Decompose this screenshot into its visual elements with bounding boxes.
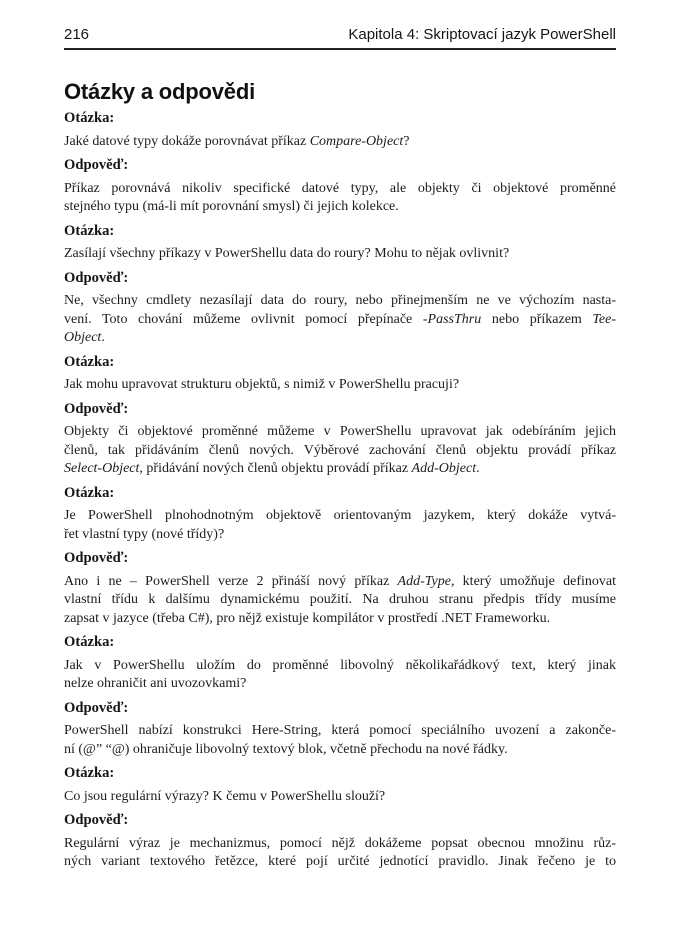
- command-name: Add-Type: [397, 573, 451, 589]
- text-run: Co jsou regulární výrazy? K čemu v PowerShellu slouží?: [64, 788, 386, 804]
- text-run: Jaké datové typy dokáže porovnávat příkaz: [64, 133, 310, 149]
- text-line: [64, 835, 616, 854]
- text-line: [64, 376, 616, 395]
- qa-section: [64, 633, 616, 759]
- qa-section: [64, 353, 616, 479]
- question-text: [64, 133, 616, 152]
- qa-section: [64, 764, 616, 872]
- answer-label: Odpověď:: [64, 812, 129, 828]
- text-line: [64, 133, 616, 152]
- answer-text: [64, 423, 616, 479]
- text-run: členů, tak přidáváním členů nových. Výběrové zachování členů objektu provádí příkaz: [64, 442, 616, 458]
- text-run: Ne, všechny cmdlety nezasílají data do roury, nebo přinejmenším ne ve výchozím nasta-: [64, 293, 616, 308]
- answer-label: Odpověď:: [64, 400, 129, 417]
- question-text: [64, 788, 616, 807]
- text-run: .: [101, 330, 105, 345]
- text-line: [64, 591, 616, 610]
- running-header: [64, 26, 616, 43]
- question-text: [64, 376, 616, 395]
- answer-text: [64, 835, 616, 872]
- text-run: zapsat v jazyce (třeba C#), pro nějž existuje kompilátor v prostředí .NET Frameworku.: [64, 610, 551, 626]
- answer-label: Odpověď:: [64, 699, 129, 716]
- qa-section: [64, 109, 616, 217]
- question-label: Otázka:: [64, 110, 115, 126]
- text-run: Objekty či objektové proměnné můžeme v PowerShellu upravovat jak odebíráním jejich: [64, 424, 616, 439]
- text-run: nebo příkazem: [481, 311, 593, 327]
- text-run: ?: [403, 133, 410, 149]
- command-name: -PassThru: [422, 311, 482, 327]
- text-line: [64, 573, 616, 592]
- text-line: [64, 741, 616, 760]
- text-line: [64, 853, 616, 872]
- text-line: [64, 526, 616, 545]
- qa-list: [64, 109, 616, 872]
- command-name: Tee-: [592, 311, 617, 327]
- question-label: Otázka:: [64, 765, 115, 781]
- command-name: Object: [64, 330, 102, 345]
- text-line: [64, 198, 616, 217]
- answer-text: [64, 573, 616, 629]
- text-line: [64, 292, 616, 311]
- text-line: [64, 442, 616, 461]
- text-run: Zasílají všechny příkazy v PowerShellu data do roury? Mohu to nějak ovlivnit?: [64, 246, 510, 261]
- text-run: nelze ohraničit ani uvozovkami?: [64, 676, 247, 691]
- text-run: Je PowerShell plnohodnotným objektově orientovaným jazykem, který dokáže vytvá-: [64, 508, 616, 523]
- text-line: [64, 180, 616, 199]
- text-run: ní (@” “@) ohraničuje libovolný textový blok, včetně přechodu na nové řádky.: [64, 741, 508, 757]
- text-run: Jak v PowerShellu uložím do proměnné libovolný několikařádkový text, který jinak: [64, 657, 616, 673]
- text-run: stejného typu (má-li mít porovnání smysl) či jejich kolekce.: [64, 199, 399, 214]
- text-run: vlastní třídu k dalšímu dynamickému použití. Na druhou stranu předpis třídy musíme: [64, 592, 616, 607]
- text-line: [64, 245, 616, 264]
- text-line: [64, 722, 616, 741]
- text-run: Jak mohu upravovat strukturu objektů, s nimiž v PowerShellu pracuji?: [64, 377, 460, 392]
- text-line: [64, 423, 616, 442]
- text-run: , který umožňuje definovat: [450, 573, 616, 589]
- question-label: Otázka:: [64, 353, 115, 370]
- answer-text: [64, 180, 616, 217]
- text-run: ných variant textového řetězce, které pojí určité jednotící pravidlo. Jinak řečeno je to: [64, 854, 616, 869]
- text-run: , přidávání nových členů objektu provádí příkaz: [139, 461, 412, 476]
- question-label: Otázka:: [64, 634, 115, 650]
- text-run: vení. Toto chování můžeme ovlivnit pomocí přepínače: [64, 311, 423, 327]
- chapter-title: Kapitola 4: Skriptovací jazyk PowerShell: [348, 26, 616, 43]
- answer-label: Odpověď:: [64, 550, 129, 566]
- question-label: Otázka:: [64, 222, 115, 239]
- command-name: Add-Object: [411, 461, 477, 476]
- answer-label: Odpověď:: [64, 269, 129, 286]
- text-line: [64, 675, 616, 694]
- header-rule: [64, 48, 616, 50]
- command-name: Select-Object: [64, 461, 140, 476]
- text-run: řet vlastní typy (nové třídy)?: [64, 526, 225, 542]
- text-run: Příkaz porovnává nikoliv specifické datové typy, ale objekty či objektové proměnné: [64, 180, 616, 196]
- question-text: [64, 507, 616, 544]
- text-line: [64, 460, 616, 479]
- page-number: 216: [64, 26, 90, 43]
- question-label: Otázka:: [64, 484, 115, 501]
- text-line: [64, 788, 616, 807]
- qa-section: [64, 222, 616, 348]
- text-line: [64, 329, 616, 348]
- qa-section: [64, 484, 616, 629]
- question-text: [64, 657, 616, 694]
- answer-text: [64, 722, 616, 759]
- text-line: [64, 507, 616, 526]
- section-title: Otázky a odpovědi: [64, 79, 255, 104]
- command-name: Compare-Object: [309, 133, 404, 149]
- question-text: [64, 245, 616, 264]
- text-run: PowerShell nabízí konstrukci Here-String, která pomocí speciálního uvození a zakonče-: [64, 723, 616, 738]
- text-run: .: [476, 461, 480, 476]
- text-line: [64, 610, 616, 629]
- answer-text: [64, 292, 616, 348]
- answer-label: Odpověď:: [64, 157, 129, 173]
- text-line: [64, 311, 616, 330]
- text-line: [64, 657, 616, 676]
- text-run: Ano i ne – PowerShell verze 2 přináší nový příkaz: [64, 573, 398, 589]
- text-run: Regulární výraz je mechanizmus, pomocí nějž dokážeme popsat obecnou množinu růz-: [64, 835, 616, 851]
